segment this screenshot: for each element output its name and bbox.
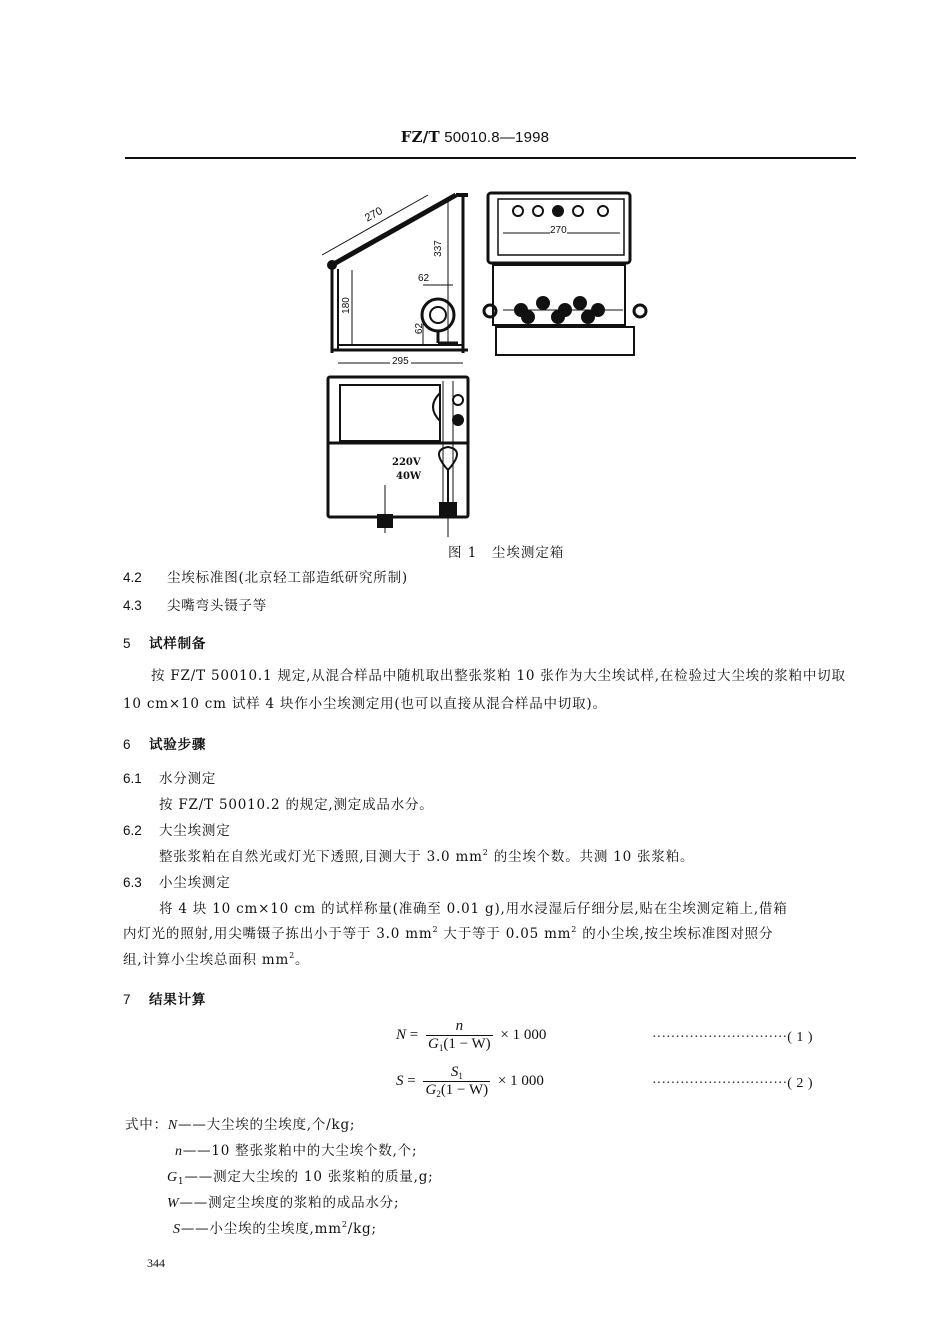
definition-W: W——测定尘埃度的浆粕的成品水分;	[167, 1195, 400, 1211]
dust-box-diagram-icon	[318, 185, 668, 540]
definition-N: 式中：N——大尘埃的尘埃度,个/kg;	[125, 1117, 356, 1133]
section-6-3-heading: 6.3 小尘埃测定	[123, 875, 231, 891]
section-6-2-text: 整张浆粕在自然光或灯光下透照,目测大于 3.0 $mm^2$ 的尘埃个数。共测 10 张浆粕。	[159, 848, 695, 865]
figure-caption: 图 1 尘埃测定箱	[448, 545, 565, 561]
section-6-2-heading: 6.2 大尘埃测定	[123, 823, 231, 839]
section-5-heading: 5 试样制备	[123, 636, 207, 652]
standard-number: 50010.8—1998	[444, 129, 550, 146]
dim-337: 337	[432, 240, 444, 257]
side-view	[322, 195, 468, 363]
fraction: $\frac{S_1}{G_2(1 - W)}$	[425, 1064, 489, 1099]
svg-text:270: 270	[362, 205, 385, 225]
definition-S: S——小尘埃的尘埃度$,mm^2/kg$;	[173, 1220, 377, 1237]
lamp-power: 40W	[396, 471, 422, 482]
section-6-3-line3: 组,计算小尘埃总面积 $mm^2$。	[123, 951, 310, 968]
section-6-1-text: 按 FZ/T 50010.2 的规定,测定成品水分。	[159, 797, 434, 813]
section-5-paragraph: 按 FZ/T 50010.1 规定,从混合样品中随机取出整张浆粕 10 张作为大尘埃试样,在检验过大尘埃的浆粕中切取 10 cm×10 cm 试样 4 块作小尘埃测定用(也可以直接从混合样品中切取)。	[123, 668, 846, 712]
item-4-2: 4.2 尘埃标准图(北京轻工部造纸研究所制)	[123, 570, 408, 586]
section-7-heading: 7 结果计算	[123, 992, 207, 1008]
section-6-heading: 6 试验步骤	[123, 737, 207, 753]
equation-number-1: ·····························( 1 )	[652, 1030, 814, 1045]
definition-n: n——10 整张浆粕中的大尘埃个数,个;	[175, 1143, 418, 1159]
standard-header	[0, 128, 950, 146]
page-number: 344	[147, 1256, 165, 1270]
dim-62-v: 62	[414, 322, 426, 335]
standard-prefix: FZ/T	[400, 128, 440, 146]
dim-295: 295	[392, 356, 409, 367]
equation-number-2: ·····························( 2 )	[652, 1076, 814, 1091]
formula-1: N = $\frac{n}{G_1(1 - W)}$ × 1 000	[396, 1018, 547, 1053]
section-6-3-line1: 将 4 块 10 cm×10 cm 的试样称量(准确至 0.01 g),用水浸湿后仔细分层,贴在尘埃测定箱上,借箱	[159, 901, 788, 917]
fraction: $\frac{n}{G_1(1 - W)}$	[427, 1018, 491, 1053]
section-6-1-heading: 6.1 水分测定	[123, 771, 217, 787]
front-view	[484, 193, 646, 355]
formula-2: S = $\frac{S_1}{G_2(1 - W)}$ × 1 000	[396, 1064, 544, 1099]
header-rule	[125, 157, 856, 159]
dust-box-figure	[318, 185, 668, 540]
definition-G1: $G_1——$测定大尘埃的 10 张浆粕的质量,g;	[167, 1169, 434, 1187]
dim-270-front: 270	[550, 225, 567, 236]
item-4-3: 4.3 尖嘴弯头镊子等	[123, 598, 268, 614]
dim-62-h: 62	[418, 273, 430, 284]
dim-180: 180	[340, 297, 352, 314]
section-6-3-line2: 内灯光的照射,用尖嘴镊子拣出小于等于 3.0 $mm^2$ 大于等于 0.05 $mm^2$ 的小尘埃,按尘埃标准图对照分	[123, 925, 774, 942]
lamp-voltage: 220V	[392, 457, 421, 468]
